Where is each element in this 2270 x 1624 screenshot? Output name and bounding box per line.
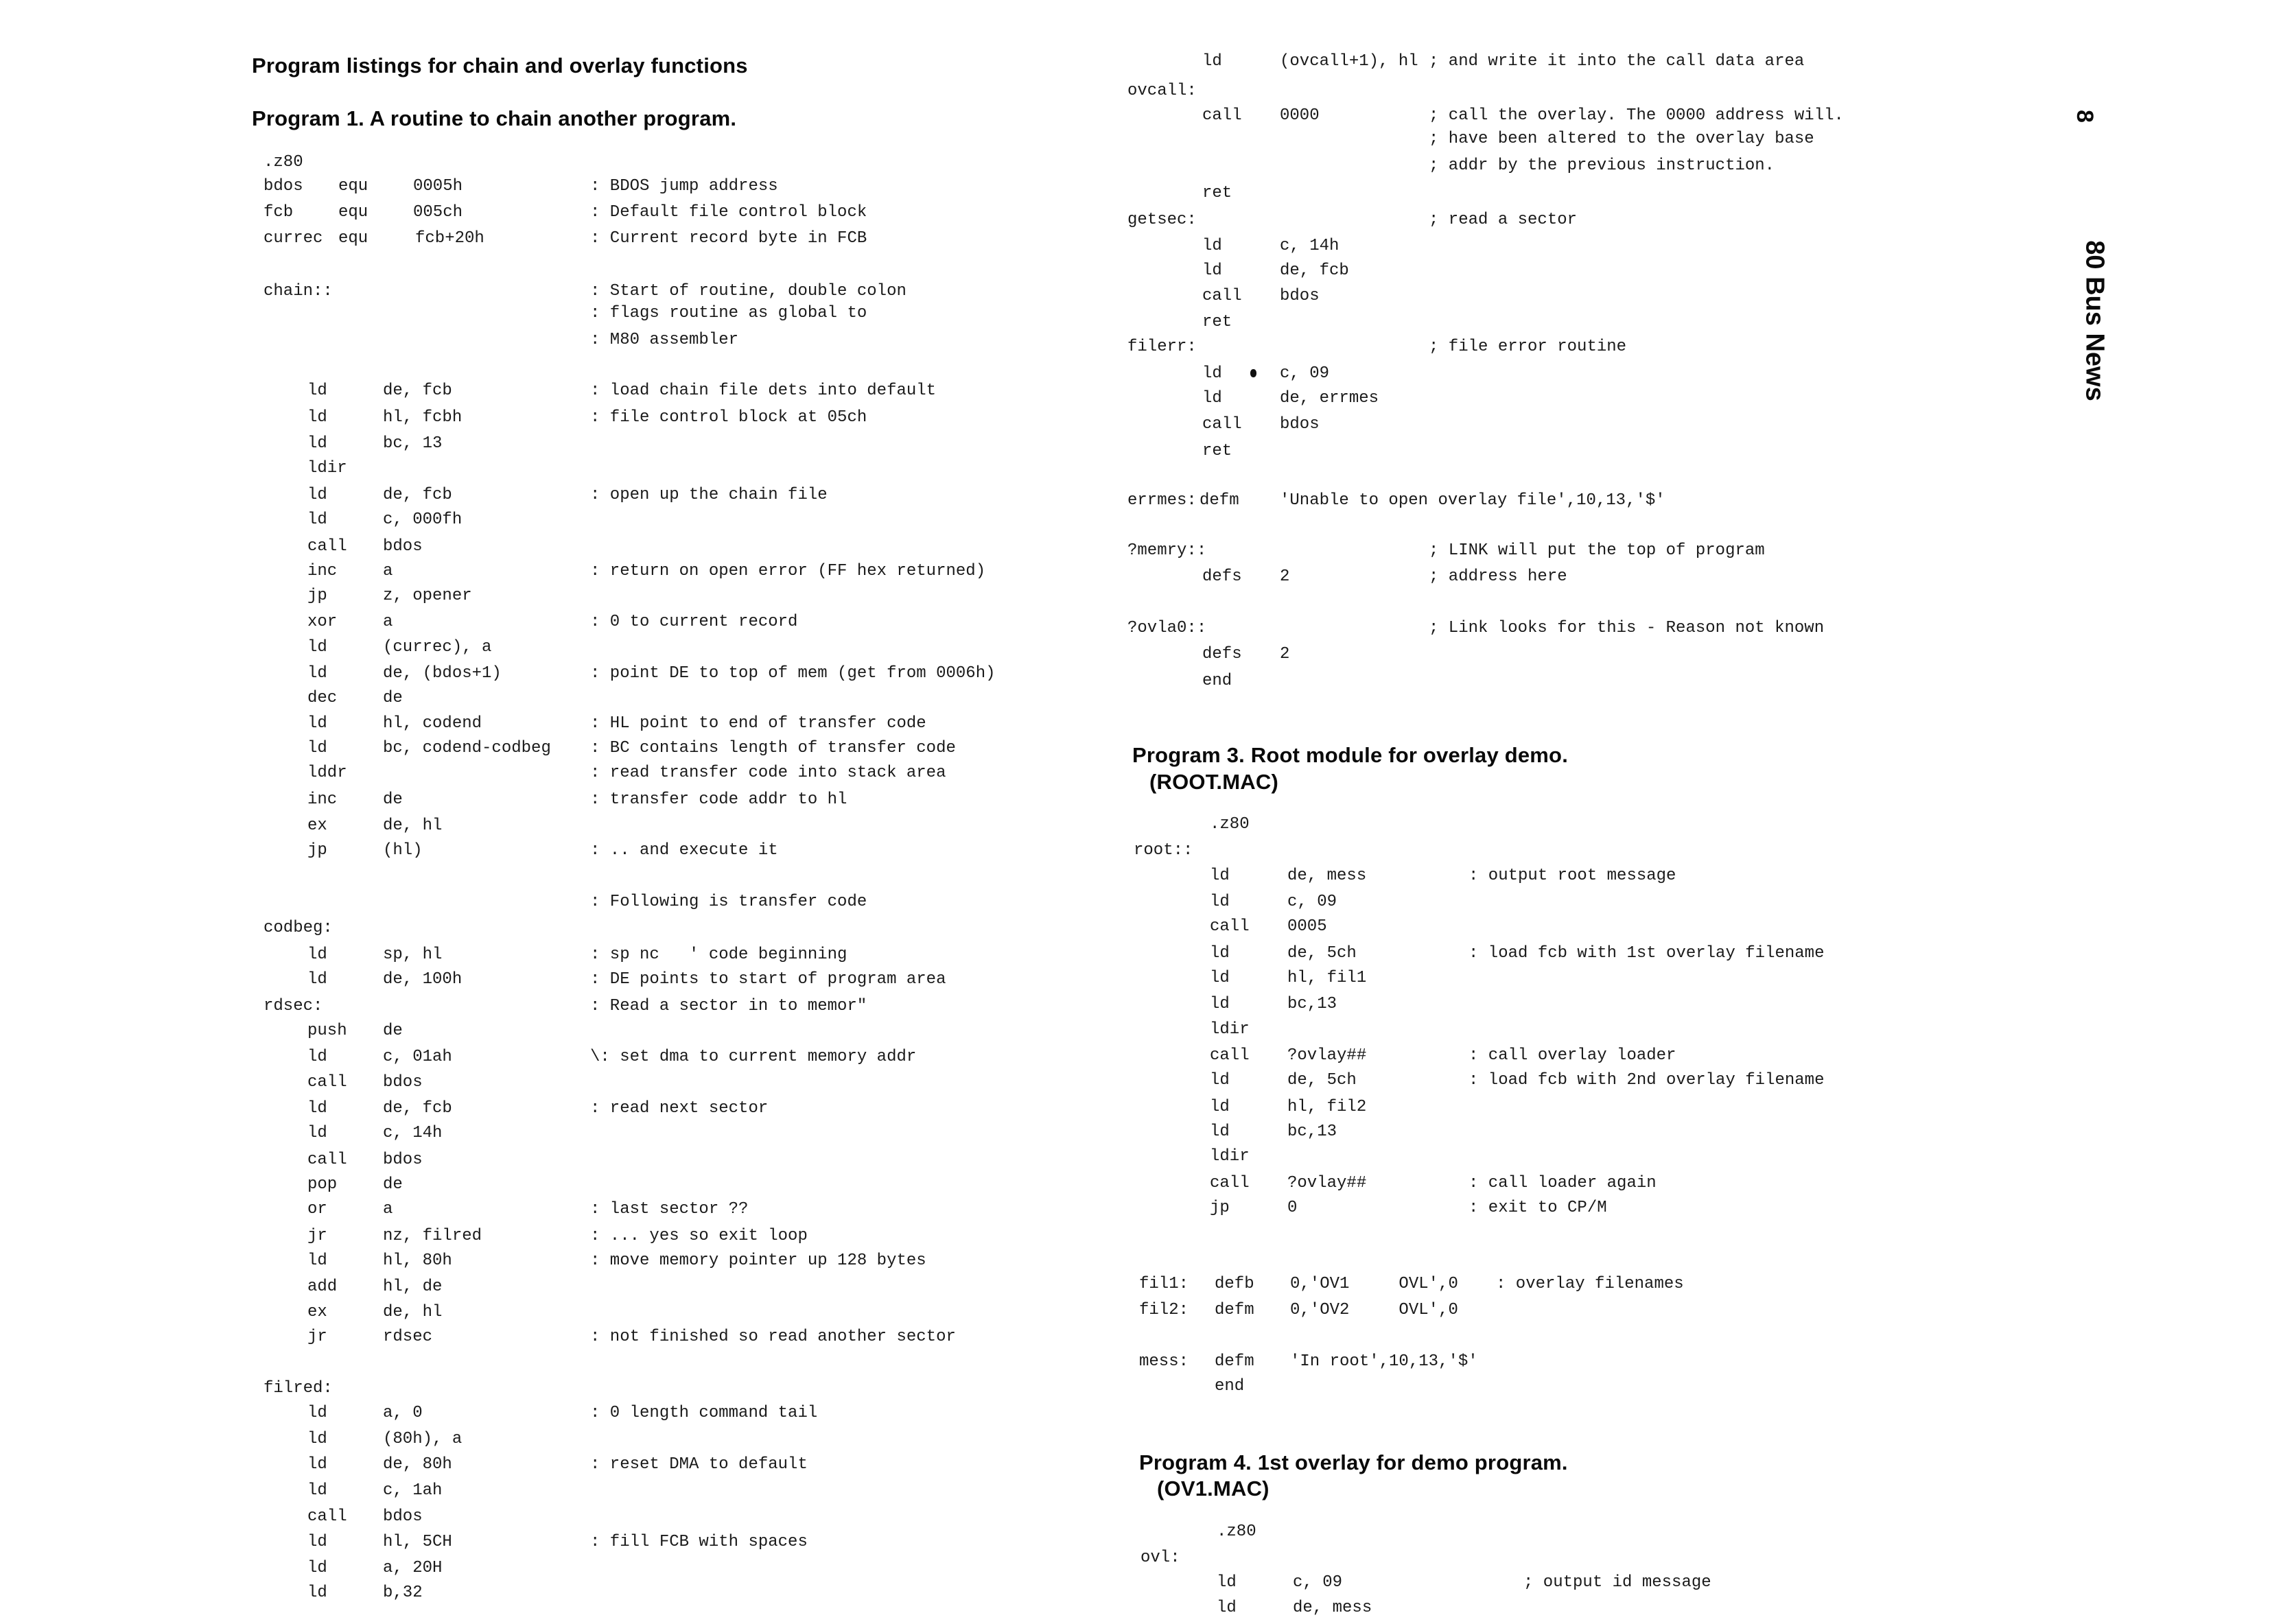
code-line (0, 1020, 2270, 1046)
code-operand: bc,13 (1287, 995, 1337, 1013)
code-opcode: ld (307, 1099, 327, 1118)
code-line (0, 1227, 2270, 1252)
code-opcode: ldir (1210, 1020, 1250, 1039)
code-operand: c, 14h (383, 1124, 443, 1142)
code-opcode: xor (307, 613, 338, 631)
code-operand: de, errmes (1280, 389, 1379, 408)
code-line (0, 106, 2270, 132)
code-line (0, 567, 2270, 593)
code-line (0, 1430, 2270, 1455)
code-opcode: ex (307, 1303, 327, 1321)
code-opcode: ldir (307, 459, 347, 478)
code-label: ?ovla0:: (1127, 619, 1207, 637)
code-label: filerr: (1127, 338, 1197, 356)
code-line (0, 211, 2270, 236)
code-comment: : 0 to current record (590, 613, 798, 631)
code-opcode: ldir (1210, 1147, 1250, 1166)
code-operand: 0 (1287, 1199, 1298, 1217)
code-opcode: ld (307, 1404, 327, 1422)
code-comment: : sp nc ' code beginning (590, 945, 847, 964)
code-opcode: defm (1215, 1301, 1254, 1319)
code-opcode: call (1210, 1174, 1250, 1192)
code-opcode: ld (1210, 867, 1230, 885)
code-operand: bdos (383, 1073, 423, 1092)
code-line (0, 1328, 2270, 1353)
code-line (0, 1522, 2270, 1548)
code-operand: a (383, 1200, 393, 1219)
code-line (0, 389, 2270, 414)
code-operand: 0000 (1280, 106, 1320, 125)
code-comment: ; LINK will put the top of program (1429, 541, 1765, 560)
code-opcode: ex (307, 816, 327, 835)
code-line (0, 714, 2270, 740)
code-opcode: ld (307, 1533, 327, 1551)
code-opcode: ld (307, 381, 327, 400)
code-operand: 0005h (413, 177, 463, 196)
code-line (0, 917, 2270, 943)
code-operand: fcb+20h (415, 229, 484, 248)
code-operand: de, 5ch (1287, 944, 1357, 963)
code-opcode: ld (307, 638, 327, 657)
code-opcode: ret (1202, 184, 1232, 202)
code-operand: hl, fil1 (1287, 969, 1367, 987)
code-comment: ; address here (1429, 567, 1567, 586)
code-comment: : fill FCB with spaces (590, 1533, 808, 1551)
code-line (0, 1071, 2270, 1096)
code-operand: ?ovlay## (1287, 1174, 1367, 1192)
code-opcode: ld (307, 1584, 327, 1602)
code-comment: : BDOS jump address (590, 177, 778, 196)
code-opcode: push (307, 1022, 347, 1040)
code-comment: : read transfer code into stack area (590, 764, 946, 782)
program4-heading: Program 4. 1st overlay for demo program. (1139, 1450, 1568, 1474)
code-opcode: ld (1202, 52, 1222, 71)
program3-heading: Program 3. Root module for overlay demo. (1132, 743, 1569, 767)
code-operand: de, mess (1287, 867, 1367, 885)
code-label: codbeg: (264, 919, 333, 937)
code-operand: a, 0 (383, 1404, 423, 1422)
code-operand: de, (bdos+1) (383, 664, 502, 683)
code-comment: : Default file control block (590, 203, 867, 222)
code-opcode: call (1202, 287, 1242, 305)
code-comment: : ... yes so exit loop (590, 1227, 808, 1245)
code-label: chain:: (264, 282, 333, 301)
code-opcode: call (307, 1507, 347, 1526)
code-comment: : DE points to start of program area (590, 970, 946, 989)
code-comment: ; file error routine (1429, 338, 1627, 356)
code-comment: : flags routine as global to (590, 304, 867, 322)
code-operand: c, 09 (1280, 364, 1330, 383)
code-line (0, 1147, 2270, 1173)
program1-heading: Program 1. A routine to chain another program. (252, 106, 737, 130)
code-label: ovl: (1140, 1549, 1180, 1567)
code-operand: z, opener (383, 587, 472, 605)
code-comment: : Following is transfer code (590, 893, 867, 911)
print-speck (1250, 369, 1256, 377)
code-opcode: call (1210, 917, 1250, 936)
code-opcode: ld (1202, 389, 1222, 408)
code-operand: 0,'OV2 OVL',0 (1290, 1301, 1458, 1319)
code-operand: bdos (1280, 415, 1320, 434)
code-operand: a, 20H (383, 1559, 443, 1577)
code-operand: hl, 80h (383, 1251, 452, 1270)
code-opcode: ld (1210, 893, 1230, 911)
code-comment: : reset DMA to default (590, 1455, 808, 1474)
code-label: fil2: (1139, 1301, 1189, 1319)
code-opcode: defb (1215, 1275, 1254, 1293)
code-label: fcb (264, 203, 294, 222)
code-comment: : call loader again (1469, 1174, 1657, 1192)
code-operand: de, 5ch (1287, 1071, 1357, 1090)
code-line (0, 364, 2270, 390)
code-opcode: ld (307, 664, 327, 683)
code-label: getsec: (1127, 211, 1197, 229)
code-opcode: defs (1202, 645, 1242, 663)
code-label: fil1: (1139, 1275, 1189, 1293)
code-opcode: ld (307, 1124, 327, 1142)
code-operand: hl, de (383, 1278, 443, 1296)
code-line (0, 287, 2270, 312)
code-opcode: ld (307, 1481, 327, 1500)
code-operand: c, 14h (1280, 237, 1339, 255)
code-opcode: call (1210, 1046, 1250, 1065)
code-opcode: ld (307, 1430, 327, 1448)
code-line (0, 1275, 2270, 1300)
code-operand: de (383, 689, 403, 707)
code-opcode: defm (1200, 491, 1239, 510)
code-line (0, 130, 2270, 155)
code-line (0, 1481, 2270, 1507)
code-opcode: ld (307, 714, 327, 733)
code-operand: de, mess (1293, 1599, 1372, 1617)
code-operand: (ovcall+1), hl (1280, 52, 1418, 71)
code-line (0, 969, 2270, 994)
code-opcode: jp (307, 587, 327, 605)
code-comment: : not finished so read another sector (590, 1328, 956, 1346)
code-opcode: call (307, 537, 347, 556)
code-label: errmes: (1127, 491, 1197, 510)
code-operand: 2 (1280, 567, 1290, 586)
code-operand: a (383, 562, 393, 580)
code-operand: c, 000fh (383, 510, 463, 529)
code-opcode: ld (307, 1251, 327, 1270)
code-line (0, 1599, 2270, 1624)
code-opcode: jr (307, 1227, 327, 1245)
code-operand: (hl) (383, 841, 423, 860)
code-operand: hl, codend (383, 714, 482, 733)
code-comment: : M80 assembler (590, 331, 739, 349)
code-comment: ; call the overlay. The 0000 address will. (1429, 106, 1844, 125)
code-operand: 0,'OV1 OVL',0 (1290, 1275, 1458, 1293)
code-opcode: pop (307, 1175, 338, 1194)
code-comment: : .. and execute it (590, 841, 778, 860)
code-opcode: ld (1202, 364, 1222, 383)
code-operand: bdos (1280, 287, 1320, 305)
code-operand: sp, hl (383, 945, 443, 964)
code-opcode: ld (307, 970, 327, 989)
running-title: 80 Bus News (2080, 240, 2109, 401)
code-line (0, 1122, 2270, 1148)
code-label: currec (264, 229, 323, 248)
code-opcode: call (1202, 106, 1242, 125)
program4-filename: (OV1.MAC) (1157, 1476, 1269, 1501)
code-opcode: ld (307, 1559, 327, 1577)
code-comment: ; output id message (1523, 1573, 1711, 1592)
code-line (0, 338, 2270, 363)
code-opcode: end (1202, 672, 1232, 690)
code-line (0, 893, 2270, 918)
code-opcode: ld (307, 510, 327, 529)
code-label: root:: (1134, 841, 1193, 860)
code-opcode: ld (307, 486, 327, 504)
code-opcode: .z80 (1210, 815, 1250, 834)
code-opcode: ld (1202, 237, 1222, 255)
code-operand: 'In root',10,13,'$' (1290, 1352, 1478, 1371)
code-line (0, 1404, 2270, 1429)
code-opcode: ld (1217, 1599, 1237, 1617)
page-number: 8 (2071, 110, 2098, 123)
code-line (0, 184, 2270, 209)
code-operand: de (383, 1022, 403, 1040)
code-comment: : load fcb with 1st overlay filename (1469, 944, 1825, 963)
code-label: filred: (264, 1379, 333, 1398)
code-opcode: equ (338, 203, 368, 222)
code-line (0, 1455, 2270, 1481)
code-comment: ; addr by the previous instruction. (1429, 156, 1775, 175)
code-operand: de, 100h (383, 970, 463, 989)
code-comment: : overlay filenames (1496, 1275, 1684, 1293)
code-opcode: inc (307, 562, 338, 580)
code-line (0, 790, 2270, 816)
code-opcode: equ (338, 177, 368, 196)
code-line (0, 491, 2270, 517)
code-opcode: end (1215, 1377, 1245, 1396)
code-opcode: lddr (307, 764, 347, 782)
code-comment: : point DE to top of mem (get from 0006h) (590, 664, 996, 683)
code-operand: a (383, 613, 393, 631)
code-comment: : BC contains length of transfer code (590, 739, 956, 757)
code-line (0, 841, 2270, 867)
code-operand: (currec), a (383, 638, 492, 657)
code-line (0, 415, 2270, 440)
code-opcode: call (307, 1073, 347, 1092)
code-comment: : return on open error (FF hex returned) (590, 562, 986, 580)
code-operand: bc, 13 (383, 434, 443, 453)
code-opcode: ld (1210, 1071, 1230, 1090)
code-comment: : last sector ?? (590, 1200, 749, 1219)
code-line (0, 261, 2270, 287)
code-comment: : call overlay loader (1469, 1046, 1676, 1065)
code-line (0, 52, 2270, 78)
code-line (0, 619, 2270, 644)
code-line (0, 82, 2270, 107)
code-comment: : move memory pointer up 128 bytes (590, 1251, 926, 1270)
code-line (0, 1301, 2270, 1326)
code-comment: ; Link looks for this - Reason not known (1429, 619, 1825, 637)
code-opcode: equ (338, 229, 368, 248)
code-opcode: jp (1210, 1199, 1230, 1217)
code-operand: c, 1ah (383, 1481, 443, 1500)
code-opcode: ld (307, 945, 327, 964)
code-line (0, 1046, 2270, 1072)
code-opcode: ld (1210, 1122, 1230, 1141)
code-operand: de (383, 1175, 403, 1194)
code-line (0, 1549, 2270, 1574)
code-operand: de, hl (383, 1303, 443, 1321)
code-operand: bdos (383, 1507, 423, 1526)
code-opcode: add (307, 1278, 338, 1296)
code-operand: c, 09 (1293, 1573, 1343, 1592)
code-line (0, 1377, 2270, 1402)
code-operand: 0005 (1287, 917, 1327, 936)
code-label: ovcall: (1127, 82, 1197, 100)
code-comment: : Current record byte in FCB (590, 229, 867, 248)
code-label: ?memry:: (1127, 541, 1207, 560)
code-operand: hl, fil2 (1287, 1098, 1367, 1116)
code-line (0, 672, 2270, 697)
code-comment: : read next sector (590, 1099, 769, 1118)
code-opcode: or (307, 1200, 327, 1219)
code-opcode: ld (307, 739, 327, 757)
code-operand: ?ovlay## (1287, 1046, 1367, 1065)
code-opcode: ld (1210, 995, 1230, 1013)
code-line (0, 156, 2270, 182)
code-line (0, 541, 2270, 567)
code-operand: b,32 (383, 1584, 423, 1602)
code-line (0, 944, 2270, 969)
code-line (0, 313, 2270, 338)
code-operand: c, 09 (1287, 893, 1337, 911)
code-comment: : load chain file dets into default (590, 381, 937, 400)
code-opcode: ld (307, 1048, 327, 1066)
main-title: Program listings for chain and overlay functions (252, 54, 748, 78)
code-label: .z80 (264, 153, 303, 172)
code-operand: de, fcb (383, 381, 452, 400)
code-comment: : transfer code addr to hl (590, 790, 847, 809)
code-comment: : open up the chain file (590, 486, 828, 504)
code-line (0, 1199, 2270, 1224)
code-opcode: inc (307, 790, 338, 809)
code-opcode: jr (307, 1328, 327, 1346)
code-line (0, 237, 2270, 262)
code-comment: ; read a sector (1429, 211, 1578, 229)
code-operand: bc,13 (1287, 1122, 1337, 1141)
code-operand: (80h), a (383, 1430, 463, 1448)
code-comment: : HL point to end of transfer code (590, 714, 926, 733)
code-operand: hl, fcbh (383, 408, 463, 427)
code-line (0, 1174, 2270, 1199)
code-line (0, 1573, 2270, 1599)
code-operand: 005ch (413, 203, 463, 222)
code-opcode: ld (1210, 1098, 1230, 1116)
program3-filename: (ROOT.MAC) (1149, 770, 1278, 794)
code-line (0, 995, 2270, 1020)
code-opcode: ret (1202, 313, 1232, 331)
code-opcode: ld (307, 408, 327, 427)
code-operand: de, fcb (383, 1099, 452, 1118)
code-comment: : exit to CP/M (1469, 1199, 1607, 1217)
code-opcode: ret (1202, 442, 1232, 460)
code-line (0, 1251, 2270, 1277)
code-operand: 'Unable to open overlay file',10,13,'$' (1280, 491, 1665, 510)
code-opcode: dec (307, 689, 338, 707)
code-opcode: ld (307, 434, 327, 453)
code-opcode: ld (1210, 944, 1230, 963)
code-operand: de, 80h (383, 1455, 452, 1474)
code-operand: nz, filred (383, 1227, 482, 1245)
code-comment: : load fcb with 2nd overlay filename (1469, 1071, 1825, 1090)
code-operand: de (383, 790, 403, 809)
code-operand: bdos (383, 1151, 423, 1169)
code-label: mess: (1139, 1352, 1189, 1371)
code-opcode: call (307, 1151, 347, 1169)
code-line (0, 1098, 2270, 1123)
code-comment: ; and write it into the call data area (1429, 52, 1805, 71)
code-label: bdos (264, 177, 303, 196)
code-opcode: call (1202, 415, 1242, 434)
code-opcode: defs (1202, 567, 1242, 586)
code-operand: de, fcb (1280, 261, 1349, 280)
code-operand: 2 (1280, 645, 1290, 663)
code-comment: \: set dma to current memory addr (590, 1048, 917, 1066)
code-operand: rdsec (383, 1328, 433, 1346)
code-comment: : Read a sector in to memor" (590, 997, 867, 1015)
code-opcode: defm (1215, 1352, 1254, 1371)
code-line (0, 867, 2270, 892)
code-label: rdsec: (264, 997, 323, 1015)
code-operand: de, hl (383, 816, 443, 835)
code-operand: bdos (383, 537, 423, 556)
code-opcode: .z80 (1217, 1522, 1256, 1541)
code-opcode: ld (307, 1455, 327, 1474)
code-operand: de, fcb (383, 486, 452, 504)
code-comment: : Start of routine, double colon (590, 282, 906, 301)
code-line (0, 442, 2270, 467)
code-line (0, 1352, 2270, 1378)
code-comment: : output root message (1469, 867, 1676, 885)
code-operand: bc, codend-codbeg (383, 739, 551, 757)
code-opcode: ld (1217, 1573, 1237, 1592)
code-opcode: jp (307, 841, 327, 860)
code-line (0, 815, 2270, 840)
code-comment: ; have been altered to the overlay base (1429, 130, 1814, 148)
code-comment: : 0 length command tail (590, 1404, 818, 1422)
code-line (0, 645, 2270, 670)
code-opcode: ld (1210, 969, 1230, 987)
code-opcode: ld (1202, 261, 1222, 280)
code-comment: : file control block at 05ch (590, 408, 867, 427)
code-operand: hl, 5CH (383, 1533, 452, 1551)
code-operand: c, 01ah (383, 1048, 452, 1066)
